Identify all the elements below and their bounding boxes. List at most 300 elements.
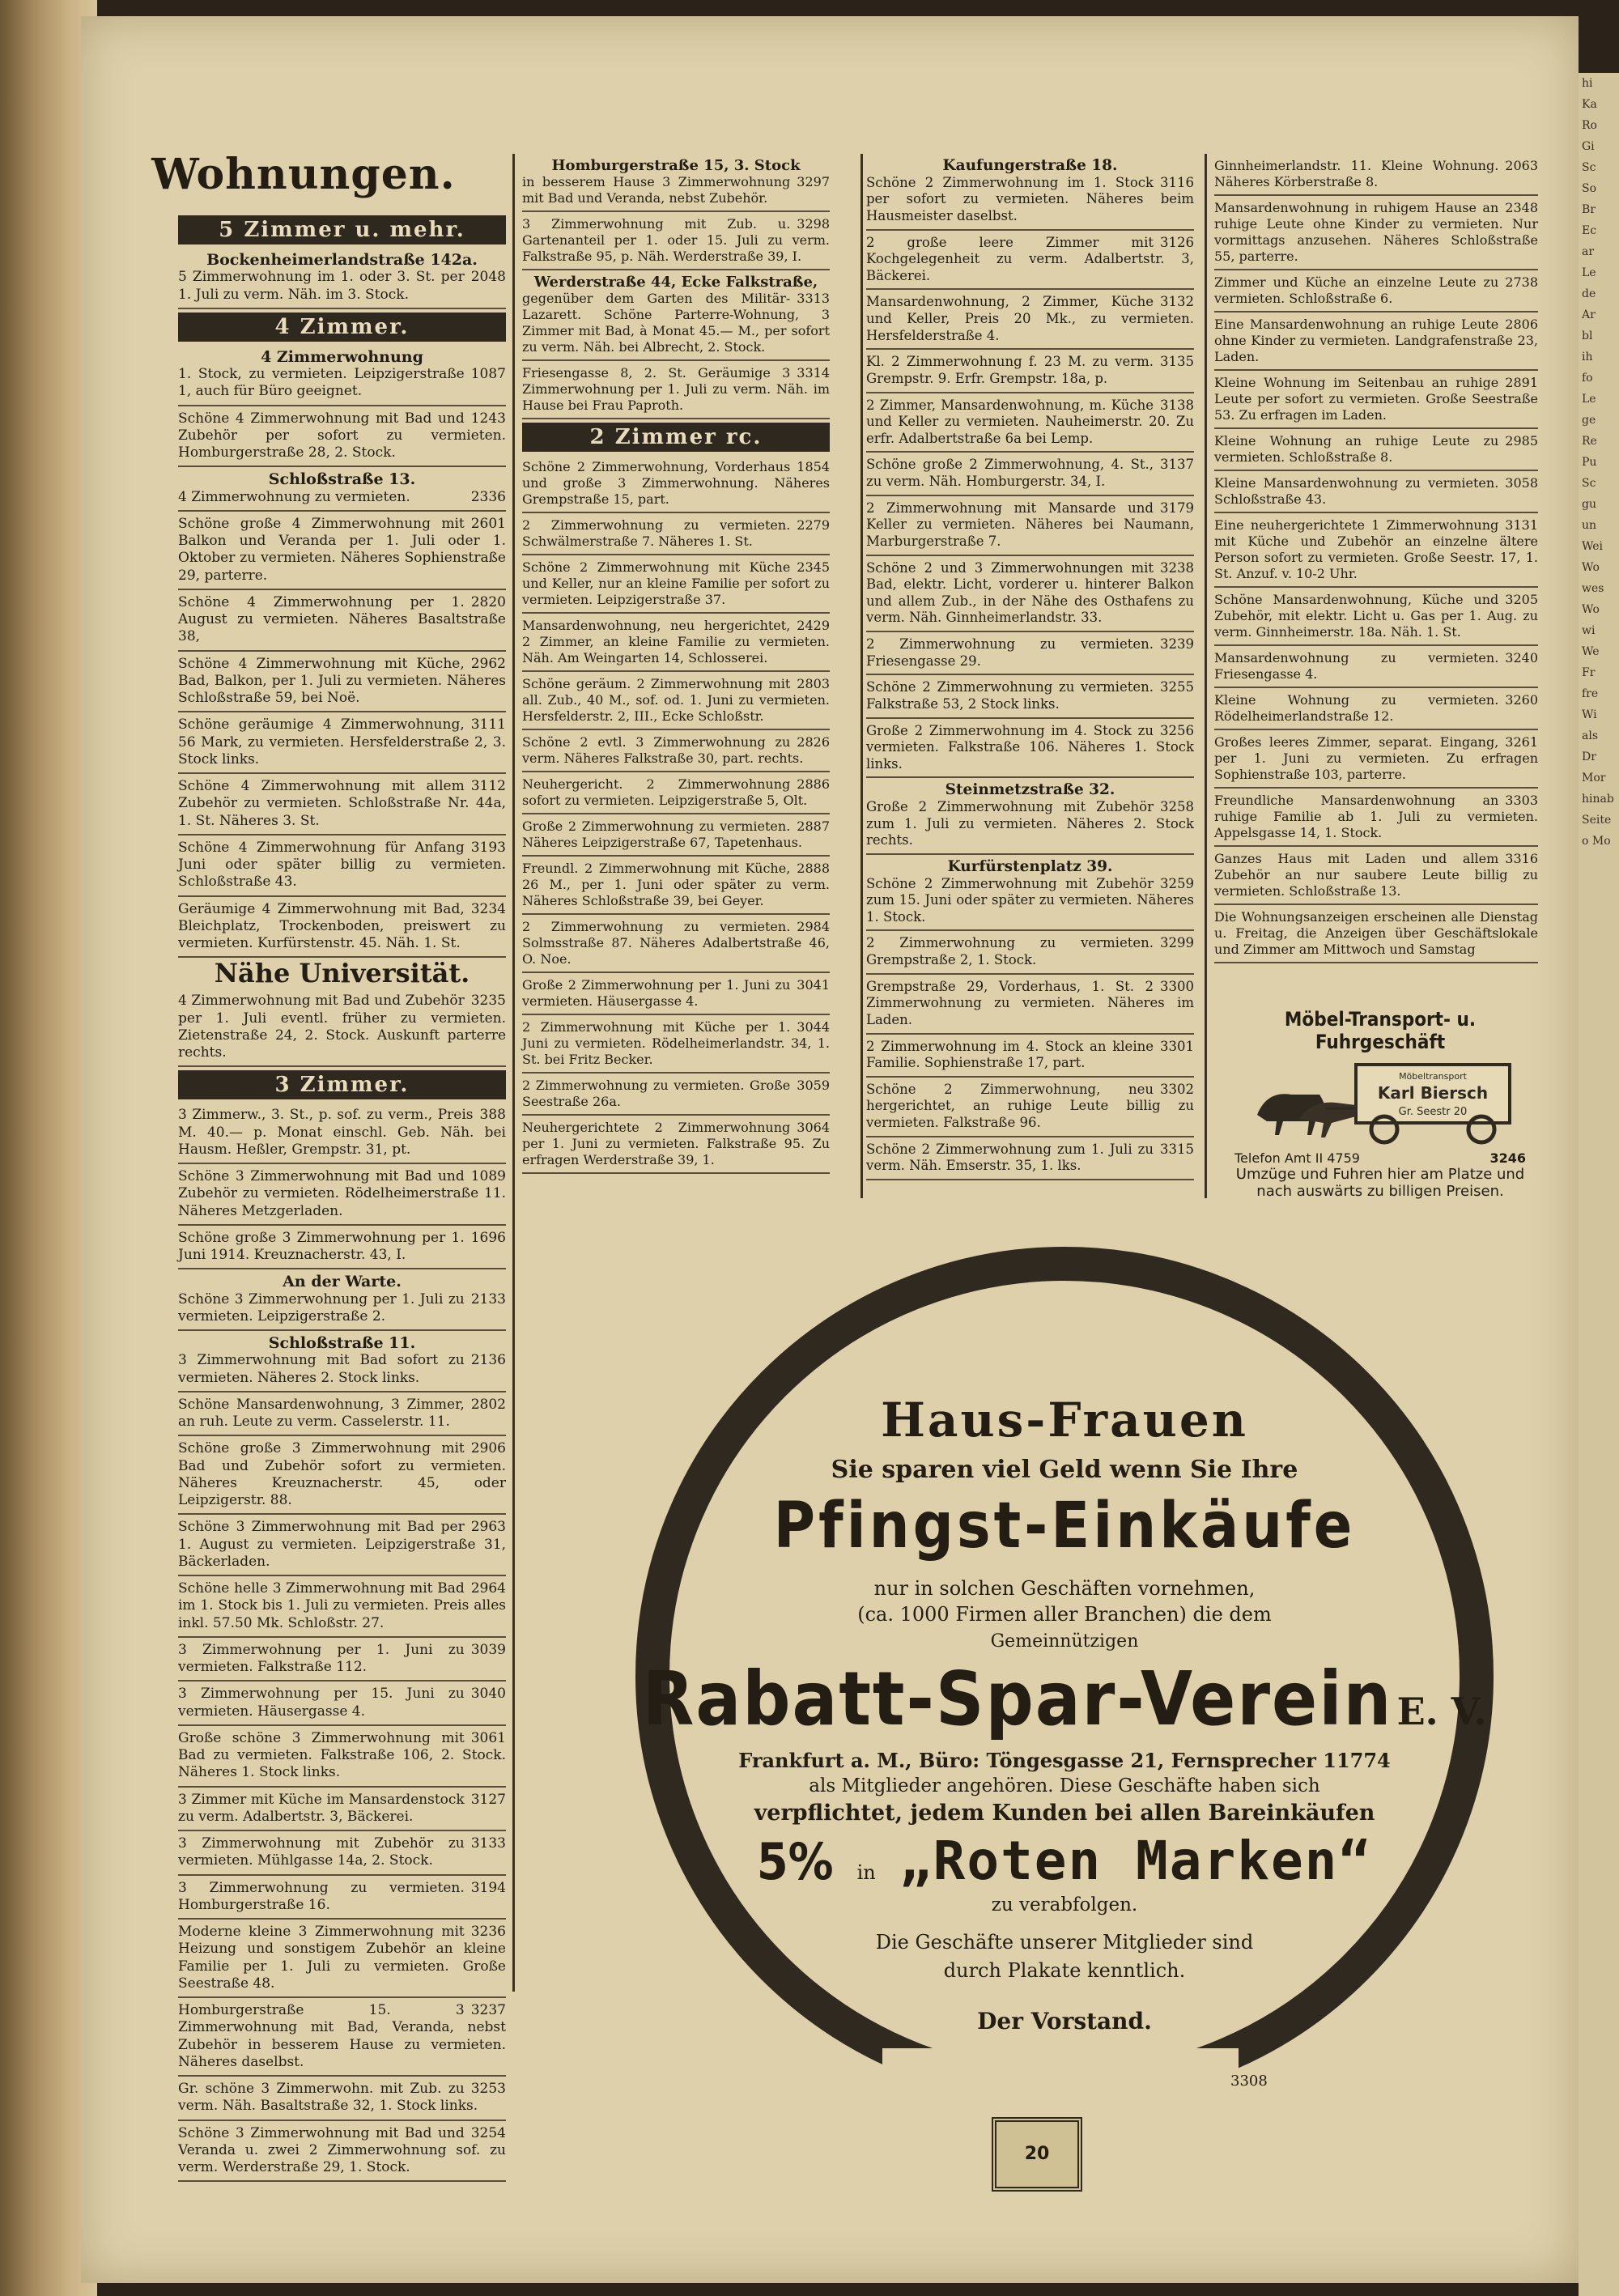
ad-number: 2133: [470, 1290, 506, 1307]
ad-text: Schöne Mansardenwohnung, Küche und Zubehör, mit elektr. Licht u. Gas per 1. Aug. zu verm. Ginnheimerstr. 18a. Näh. 1. St.: [1214, 592, 1538, 640]
ad-number: 2820: [470, 593, 506, 610]
ad-number: 2962: [470, 655, 506, 672]
mover-line-1: Umzüge und Fuhren hier am Platze und: [1235, 1166, 1525, 1183]
ad-text: Freundliche Mansardenwohnung an ruhige Familie ab 1. Juli zu vermieten. Appelsgasse 14, 1. Stock.: [1214, 793, 1538, 840]
ad-text: 2 Zimmerwohnung im 4. Stock an kleine Familie. Sophienstraße 17, part.: [866, 1038, 1154, 1071]
ad-text: Neuhergerichtete 2 Zimmerwohnung per 1. Juni zu vermieten. Falkstraße 95. Zu erfragen Werderstraße 39, 1.: [522, 1120, 830, 1167]
classified-ad: [866, 931, 1194, 974]
ad-text: 2 Zimmerwohnung mit Mansarde und Keller zu vermieten. Näheres bei Naumann, Marburgerstraße 7.: [866, 500, 1194, 549]
classified-ad: [522, 857, 830, 915]
ad-number: 3133: [470, 1835, 506, 1852]
classified-ad: [866, 1078, 1194, 1137]
classified-ad: [1214, 646, 1538, 688]
column-rule: [1205, 154, 1207, 1198]
classified-ad: [866, 290, 1194, 350]
ad-text: Kleine Wohnung an ruhige Leute zu vermieten. Schloßstraße 8.: [1214, 433, 1499, 465]
ad-number: 1089: [470, 1168, 506, 1184]
classified-ad: [178, 1436, 506, 1515]
ad-number: 2063: [1505, 158, 1538, 173]
ad-text: Eine neuhergerichtete 1 Zimmerwohnung mit Küche und Zubehör an einzelne ältere Person sofort zu vermieten. Große Seestr. 17, 1. St. Anzuf. v. 10-2 Uhr.: [1214, 517, 1538, 581]
ad-text: Zimmer und Küche an einzelne Leute zu vermieten. Schloßstraße 6.: [1214, 274, 1499, 306]
moving-company-ad: [1218, 1008, 1542, 1200]
ad-title: Schloßstraße 11.: [268, 1334, 416, 1352]
facing-page-fragment: Ro: [1582, 119, 1597, 132]
classified-ad: [178, 467, 506, 512]
ad-text: Schöne 4 Zimmerwohnung per 1. August zu vermieten. Näheres Basaltstraße 38,: [178, 593, 506, 645]
category-band: 4 Zimmer.: [178, 313, 506, 342]
ad-number: 3041: [797, 977, 830, 993]
ad-text: Schöne 3 Zimmerwohnung per 1. Juli zu vermieten. Leipzigerstraße 2.: [178, 1290, 465, 1324]
facing-page-fragment: ge: [1582, 414, 1596, 427]
ad-text: 2 große leere Zimmer mit Kochgelegenheit zu verm. Adalbertstr. 3, Bäckerei.: [866, 234, 1194, 283]
promo-line-3: Pfingst-Einkäufe: [773, 1490, 1356, 1563]
classified-ad: [522, 814, 830, 857]
column-rule: [512, 154, 515, 1992]
classified-ad: [522, 772, 830, 814]
wagon-label: Möbeltransport: [1399, 1071, 1467, 1082]
ad-text: 3 Zimmerwohnung mit Zub. u. Gartenanteil per 1. oder 15. Juli zu verm. Falkstraße 95, p. Näh. Werderstraße 39, I.: [522, 216, 830, 264]
ad-text: Kleine Mansardenwohnung zu vermieten. Schloßstraße 43.: [1214, 475, 1499, 507]
ad-text: Kleine Wohnung zu vermieten. Rödelheimerlandstraße 12.: [1214, 692, 1499, 724]
classified-ad: [866, 1035, 1194, 1078]
ad-number: 2888: [797, 861, 830, 876]
facing-page-fragment: Br: [1582, 203, 1596, 216]
ad-number: 3298: [797, 216, 830, 232]
ad-number: 2345: [797, 559, 830, 575]
classified-ad: [522, 1015, 830, 1074]
ad-number: 3235: [470, 993, 506, 1010]
classified-ad: [522, 154, 830, 212]
ad-number: 3234: [470, 900, 506, 917]
mover-phone: Telefon Amt II 4759: [1234, 1150, 1360, 1166]
ad-number: 2963: [470, 1519, 506, 1536]
facing-page-fragment: gu: [1582, 498, 1596, 511]
classified-ad: [522, 973, 830, 1015]
classified-ad: [178, 1392, 506, 1437]
classified-ad: [178, 1515, 506, 1576]
ad-text: Schöne helle 3 Zimmerwohnung mit Bad im 1. Stock bis 1. Juli zu vermieten. Preis alles inkl. 57.50 Mk. Schloßstr. 27.: [178, 1580, 506, 1631]
ad-number: 3126: [1160, 234, 1194, 250]
ad-text: Eine Mansardenwohnung an ruhige Leute ohne Kinder zu vermieten. Landgrafenstraße 23, Laden.: [1214, 317, 1538, 364]
ad-number: 3313: [797, 291, 830, 306]
facing-page-fragment: o Mo: [1582, 835, 1611, 848]
ad-number: 3131: [1505, 517, 1538, 533]
column-rule: [860, 154, 863, 1198]
promo-line-14: durch Plakate kenntlich.: [943, 1959, 1186, 1982]
ad-number: 3193: [470, 839, 506, 856]
facing-page-fragment: hinab: [1582, 793, 1614, 806]
classified-ad: [1214, 270, 1538, 313]
ad-text: Schöne geräumige 4 Zimmerwohnung, 56 Mark, zu vermieten. Hersfelderstraße 2, 3. Stock links.: [178, 716, 506, 767]
classified-ad: [1214, 196, 1538, 270]
ad-number: 2891: [1505, 375, 1538, 390]
ad-number: 2048: [470, 269, 506, 286]
classified-ad: [178, 1682, 506, 1726]
ad-text: Schöne 2 Zimmerwohnung im 1. Stock per sofort zu vermieten. Näheres beim Hausmeister daselbst.: [866, 174, 1194, 223]
ad-number: 3059: [797, 1078, 830, 1093]
ad-title: Bockenheimerlandstraße 142a.: [206, 251, 478, 269]
facing-page-fragment: als: [1582, 729, 1599, 742]
ad-number: 2806: [1505, 317, 1538, 332]
ad-number: 3194: [470, 1879, 506, 1896]
ad-number: 3061: [470, 1729, 506, 1746]
facing-page-fragment: hi: [1582, 77, 1593, 90]
facing-page-fragment: Pu: [1582, 456, 1597, 469]
ad-number: 1854: [797, 459, 830, 474]
ad-number: 3112: [470, 778, 506, 794]
section-heading: Wohnungen.: [151, 150, 456, 199]
ad-number: 2887: [797, 818, 830, 834]
classified-ad: [866, 393, 1194, 453]
classified-ad: [1214, 313, 1538, 371]
facing-page-fragment: Wo: [1582, 561, 1600, 574]
ad-text: Großes leeres Zimmer, separat. Eingang, per 1. Juni zu vermieten. Zu erfragen Sophienstraße 103, parterre.: [1214, 734, 1538, 782]
ad-text: Grempstraße 29, Vorderhaus, 1. St. 2 Zimmerwohnung zu vermieten. Näheres im Laden.: [866, 978, 1194, 1027]
wagon-name: Karl Biersch: [1377, 1083, 1489, 1103]
ad-text: Schöne 4 Zimmerwohnung mit Küche, Bad, Balkon, per 1. Juli zu vermieten. Näheres Schloßstraße 59, bei Noë.: [178, 655, 506, 706]
facing-page-fragment: wi: [1582, 624, 1596, 637]
ad-number: 3256: [1160, 722, 1194, 738]
ad-number: 3303: [1505, 793, 1538, 808]
ad-number: 2886: [797, 776, 830, 792]
rebate-stamp: [992, 2117, 1082, 2192]
ad-number: 3127: [470, 1791, 506, 1808]
ad-text: 3 Zimmerwohnung mit Bad sofort zu vermieten. Näheres 2. Stock links.: [178, 1352, 465, 1386]
ad-number: 3058: [1505, 475, 1538, 491]
classified-ad: [1214, 513, 1538, 588]
facing-page-fragment: Le: [1582, 266, 1596, 279]
classified-ad: [866, 632, 1194, 675]
ad-title: Homburgerstraße 15, 3. Stock: [551, 157, 801, 174]
classified-ad: [178, 1920, 506, 1998]
facing-page-fragment: Wi: [1582, 708, 1597, 721]
classified-ad: [866, 1137, 1194, 1180]
facing-page-fragment: ih: [1582, 351, 1593, 364]
ad-text: Große 2 Zimmerwohnung im 4. Stock zu vermieten. Falkstraße 106. Näheres 1. Stock links.: [866, 722, 1194, 772]
classified-ad: [1214, 730, 1538, 789]
ad-title: Kurfürstenplatz 39.: [947, 857, 1113, 875]
ad-number: 3258: [1160, 799, 1194, 814]
classified-ad: [866, 778, 1194, 855]
classified-ad: [866, 453, 1194, 495]
classified-ad: [866, 675, 1194, 718]
ad-number: 2826: [797, 734, 830, 750]
ad-text: 2 Zimmerwohnung zu vermieten. Schwälmerstraße 7. Näheres 1. St.: [522, 517, 791, 549]
ad-text: 2 Zimmerwohnung zu vermieten. Solmsstraße 87. Näheres Adalbertstraße 46, O. Noe.: [522, 919, 830, 967]
classified-ad: [1214, 154, 1538, 196]
classified-ad: [178, 1831, 506, 1876]
ad-text: 3 Zimmerwohnung per 1. Juni zu vermieten. Falkstraße 112.: [178, 1641, 465, 1675]
classified-ad: [1214, 429, 1538, 471]
ad-text: Schöne 2 Zimmerwohnung mit Zubehör zum 15. Juni oder später zu vermieten. Näheres 1. Stock.: [866, 875, 1194, 925]
ad-title: Steinmetzstraße 32.: [945, 781, 1115, 799]
ad-text: Neuhergericht. 2 Zimmerwohnung sofort zu vermieten. Leipzigerstraße 5, Olt.: [522, 776, 808, 808]
ad-text: Schöne 2 Zimmerwohnung, neu hergerichtet, an ruhige Leute billig zu vermieten. Falkstraße 96.: [866, 1081, 1194, 1130]
mover-line-2: nach auswärts zu billigen Preisen.: [1256, 1183, 1504, 1200]
facing-page-fragment: Wo: [1582, 603, 1600, 616]
facing-page-fragment: bl: [1582, 330, 1593, 342]
classified-ad: [178, 406, 506, 468]
organization-suffix: E. V.: [1396, 1690, 1487, 1733]
red-stamps: „Roten Marken“: [899, 1830, 1373, 1892]
ad-text: 2 Zimmerwohnung zu vermieten. Grempstraße 2, 1. Stock.: [866, 935, 1154, 967]
category-band: 3 Zimmer.: [178, 1070, 506, 1099]
ad-text: Große 2 Zimmerwohnung per 1. Juni zu vermieten. Häusergasse 4.: [522, 977, 791, 1009]
ad-number: 2279: [797, 517, 830, 533]
ad-number: 3314: [797, 365, 830, 381]
promo-line-6: Gemeinnützigen: [990, 1631, 1139, 1652]
classified-ad: [178, 1638, 506, 1682]
ad-number: 3040: [470, 1686, 506, 1703]
classified-ad: [522, 455, 830, 513]
ad-text: 2 Zimmer, Mansardenwohnung, m. Küche und Keller zu vermieten. Nauheimerstr. 20. Zu erfr. Adalbertstraße 6a bei Lemp.: [866, 397, 1194, 446]
ad-number: 1696: [470, 1229, 506, 1246]
ad-text: 2 Zimmerwohnung zu vermieten. Große Seestraße 26a.: [522, 1078, 791, 1109]
ad-text: Schöne 2 evtl. 3 Zimmerwohnung zu verm. Näheres Falkstraße 30, part. rechts.: [522, 734, 804, 766]
facing-page-fragment: wes: [1582, 582, 1604, 595]
classified-ad: [178, 512, 506, 590]
ad-number: 3254: [470, 2124, 506, 2141]
subheading: Nähe Universität.: [214, 958, 470, 989]
ad-text: Schöne 2 Zimmerwohnung zum 1. Juli zu verm. Näh. Emserstr. 35, 1. lks.: [866, 1141, 1154, 1174]
ad-text: Die Wohnungsanzeigen erscheinen alle Dienstag u. Freitag, die Anzeigen über Geschäftslokale und Zimmer am Mittwoch und Samstag: [1214, 909, 1538, 957]
classified-ad: [522, 361, 830, 419]
ad-text: 4 Zimmerwohnung mit Bad und Zubehör per 1. Juli eventl. früher zu vermieten. Zietenstraße 24, 2. Stock. Auskunft parterre rechts.: [178, 993, 506, 1061]
ad-text: Schöne 2 und 3 Zimmerwohnungen mit Bad, elektr. Licht, vorderer u. hinterer Balkon und allem Zub., in der Nähe des Osthafens zu verm. Näh. Ginnheimerlandstr. 33.: [866, 559, 1194, 626]
facing-page-fragment: So: [1582, 182, 1597, 195]
ad-number: 2738: [1505, 274, 1538, 290]
ad-title: Schloßstraße 13.: [268, 470, 416, 489]
ad-text: Schöne große 3 Zimmerwohnung mit Bad und Zubehör sofort zu vermieten. Näheres Kreuznacherstr. 45, oder Leipzigerstr. 88.: [178, 1440, 506, 1508]
classified-ad: [178, 989, 506, 1067]
ad-text: Geräumige 4 Zimmerwohnung mit Bad, Bleichplatz, Trockenboden, preiswert zu vermieten. Kurfürstenstr. 45. Näh. 1. St.: [178, 900, 506, 951]
ad-number: 3236: [470, 1924, 506, 1940]
ad-text: 3 Zimmer mit Küche im Mansardenstock zu verm. Adalbertstr. 3, Bäckerei.: [178, 1791, 465, 1825]
facing-page-fragment: Le: [1582, 393, 1596, 406]
classified-ad: [522, 730, 830, 772]
ad-number: 3260: [1505, 692, 1538, 708]
ad-number: 2964: [470, 1580, 506, 1597]
ad-text: Schöne große 3 Zimmerwohnung per 1. Juni 1914. Kreuznacherstr. 43, I.: [178, 1229, 465, 1263]
classified-ad: [178, 1788, 506, 1832]
ad-text: Mansardenwohnung, 2 Zimmer, Küche und Keller, Preis 20 Mk., zu vermieten. Hersfelderstraße 4.: [866, 294, 1194, 343]
classified-ad: [1214, 789, 1538, 847]
discount-in: in: [856, 1861, 876, 1884]
classified-ad: [178, 1103, 506, 1164]
promo-line-11: [615, 1830, 1514, 1892]
ad-number: 3297: [797, 174, 830, 189]
ad-title: 4 Zimmerwohnung: [261, 347, 423, 366]
facing-page-fragment: un: [1582, 519, 1597, 532]
mover-title: Möbel-Transport- u. Fuhrgeschäft: [1284, 1008, 1477, 1053]
facing-page-edge: [1579, 73, 1619, 2296]
classified-ad: [866, 154, 1194, 231]
ad-number: 3138: [1160, 397, 1194, 413]
ad-text: Kl. 2 Zimmerwohnung f. 23 M. zu verm. Grempstr. 9. Erfr. Grempstr. 18a, p.: [866, 354, 1154, 386]
ad-number: 2803: [797, 676, 830, 691]
ad-text: Große 2 Zimmerwohnung zu vermieten. Näheres Leipzigerstraße 67, Tapetenhaus.: [522, 818, 803, 850]
classified-ad: [522, 270, 830, 361]
ad-text: in besserem Hause 3 Zimmerwohnung mit Bad und Veranda, nebst Zubehör.: [522, 174, 791, 206]
facing-page-fragment: We: [1582, 645, 1600, 658]
promo-line-9: als Mitglieder angehören. Diese Geschäfte haben sich: [809, 1775, 1320, 1796]
ad-text: Schöne 4 Zimmerwohnung mit allem Zubehör zu vermieten. Schloßstraße Nr. 44a, 1. St. Näheres 3. St.: [178, 778, 506, 829]
classified-ad: [178, 590, 506, 652]
facing-page-fragment: Seite: [1582, 814, 1612, 827]
ad-number: 3301: [1160, 1038, 1194, 1054]
classified-ad: [178, 1726, 506, 1788]
ad-title: An der Warte.: [283, 1273, 402, 1291]
ad-text: Friesengasse 8, 2. St. Geräumige 3 Zimmerwohnung per 1. Juli zu verm. Näh. im Hause bei Frau Paproth.: [522, 365, 830, 413]
ad-number: 3255: [1160, 679, 1194, 695]
ad-text: Schöne große 4 Zimmerwohnung mit Balkon und Veranda per 1. Juli oder 1. Oktober zu vermieten. Näheres Sophienstraße 29, parterre.: [178, 515, 506, 584]
stamp-value: 20: [1024, 2144, 1050, 2164]
facing-page-fragment: Ec: [1582, 224, 1597, 237]
ad-title: Werderstraße 44, Ecke Falkstraße,: [533, 274, 818, 291]
moving-wagon-illustration: [1234, 1058, 1526, 1147]
classified-ad: [178, 248, 506, 309]
promo-line-10: verpflichtet, jedem Kunden bei allen Bareinkäufen: [754, 1801, 1375, 1826]
ad-number: 3259: [1160, 875, 1194, 891]
ad-number: 2985: [1505, 433, 1538, 449]
classified-ad: [178, 1269, 506, 1331]
facing-page-fragment: Fr: [1582, 666, 1596, 679]
facing-page-fragment: Sc: [1582, 477, 1596, 490]
ad-column-3: [866, 154, 1194, 1180]
facing-page-fragment: fre: [1582, 687, 1599, 700]
ad-number: 3302: [1160, 1081, 1194, 1097]
classified-ad: [178, 652, 506, 713]
classified-ad: [1214, 688, 1538, 730]
facing-page-fragment: Gi: [1582, 140, 1595, 153]
classified-ad: [1214, 847, 1538, 905]
ad-text: 3 Zimmerwohnung per 15. Juni zu vermieten. Häusergasse 4.: [178, 1686, 465, 1720]
classified-ad: [178, 835, 506, 897]
ad-text: Schöne Mansardenwohnung, 3 Zimmer, an ruh. Leute zu verm. Casselerstr. 11.: [178, 1396, 465, 1430]
promo-line-8: Frankfurt a. M., Büro: Töngesgasse 21, Fernsprecher 11774: [738, 1749, 1391, 1772]
ad-text: Kleine Wohnung im Seitenbau an ruhige Leute per sofort zu vermieten. Große Seestraße 53. Zu erfragen im Laden.: [1214, 375, 1538, 423]
discount-value: 5%: [756, 1832, 834, 1891]
classified-ad: [866, 496, 1194, 556]
ad-number: 3299: [1160, 935, 1194, 951]
ad-number: 3238: [1160, 559, 1194, 576]
classified-ad: [178, 774, 506, 835]
ad-column-4: [1214, 154, 1538, 963]
ad-number: 2429: [797, 618, 830, 633]
ad-number: 2601: [470, 515, 506, 532]
promo-line-5: (ca. 1000 Firmen aller Branchen) die dem: [857, 1603, 1272, 1626]
ad-number: 3039: [470, 1641, 506, 1658]
ad-number: 3316: [1505, 851, 1538, 866]
facing-page-fragment: Mor: [1582, 772, 1606, 784]
ad-column-1: [178, 212, 506, 2182]
classified-ad: [178, 1876, 506, 1920]
classified-ad: [522, 614, 830, 672]
ad-title: Kaufungerstraße 18.: [942, 157, 1118, 174]
ad-text: Freundl. 2 Zimmerwohnung mit Küche, 26 M., per 1. Juni oder später zu verm. Näheres Schloßstraße 39, bei Geyer.: [522, 861, 830, 908]
classified-ad: [178, 712, 506, 774]
facing-page-fragment: de: [1582, 287, 1596, 300]
classified-ad: [866, 719, 1194, 779]
facing-page-fragment: Re: [1582, 435, 1597, 448]
promo-line-12: zu verabfolgen.: [991, 1894, 1138, 1915]
classified-ad: [1214, 471, 1538, 513]
ad-text: Schöne 3 Zimmerwohnung mit Bad und Veranda u. zwei 2 Zimmerwohnung sof. zu verm. Werderstraße 29, 1. Stock.: [178, 2124, 506, 2175]
ad-text: Ginnheimerlandstr. 11. Kleine Wohnung. Näheres Körberstraße 8.: [1214, 158, 1499, 189]
promo-ad-number: 3308: [1230, 2073, 1268, 2090]
ad-number: 3300: [1160, 978, 1194, 994]
facing-page-fragment: ar: [1582, 245, 1595, 258]
ad-text: 5 Zimmerwohnung im 1. oder 3. St. per 1. Juli zu verm. Näh. im 3. Stock.: [178, 269, 465, 303]
facing-page-fragment: Ka: [1582, 98, 1597, 111]
category-band: 2 Zimmer rc.: [522, 423, 830, 452]
ad-number: 1087: [470, 366, 506, 382]
ad-text: Ganzes Haus mit Laden und allem Zubehör an nur saubere Leute billig zu vermieten. Schloßstraße 13.: [1214, 851, 1538, 899]
classified-ad: [866, 556, 1194, 633]
ad-number: 3205: [1505, 592, 1538, 607]
ad-number: 2906: [470, 1440, 506, 1457]
classified-ad: [866, 350, 1194, 393]
ad-number: 3132: [1160, 294, 1194, 310]
board-signature: Der Vorstand.: [977, 2008, 1152, 2035]
mover-ad-number: 3246: [1489, 1150, 1526, 1166]
promo-line-1: Haus-Frauen: [881, 1392, 1248, 1448]
ad-text: Mansardenwohnung, neu hergerichtet, 2 Zimmer, an kleine Familie zu vermieten. Näh. Am Weingarten 14, Schlosserei.: [522, 618, 830, 665]
ad-number: 2802: [470, 1396, 506, 1413]
ad-number: 3253: [470, 2081, 506, 2097]
ad-number: 3044: [797, 1019, 830, 1035]
ad-number: 3179: [1160, 500, 1194, 516]
ad-text: Schöne 2 Zimmerwohnung zu vermieten. Falkstraße 53, 2 Stock links.: [866, 679, 1154, 712]
classified-ad: [866, 975, 1194, 1035]
ad-number: 2348: [1505, 200, 1538, 215]
ad-text: Schöne 2 Zimmerwohnung mit Küche und Keller, nur an kleine Familie per sofort zu vermieten. Leipzigerstraße 37.: [522, 559, 830, 607]
ad-text: 3 Zimmerwohnung mit Zubehör zu vermieten. Mühlgasse 14a, 2. Stock.: [178, 1835, 465, 1869]
promo-line-2: Sie sparen viel Geld wenn Sie Ihre: [831, 1456, 1298, 1484]
ad-number: 3064: [797, 1120, 830, 1135]
ad-number: 3111: [470, 716, 506, 733]
ad-number: 2984: [797, 919, 830, 934]
ad-text: 2 Zimmerwohnung zu vermieten. Friesengasse 29.: [866, 636, 1154, 669]
ad-number: 3137: [1160, 457, 1194, 473]
ad-number: 3237: [470, 2002, 506, 2018]
promo-line-13: Die Geschäfte unserer Mitglieder sind: [875, 1931, 1254, 1954]
facing-page-fragment: Wei: [1582, 540, 1604, 553]
category-band: 5 Zimmer u. mehr.: [178, 215, 506, 244]
ad-number: 2136: [470, 1352, 506, 1369]
classified-ad: [178, 1226, 506, 1270]
facing-page-fragment: Ar: [1582, 308, 1596, 321]
ad-text: Schöne 3 Zimmerwohnung mit Bad per 1. August zu vermieten. Leipzigerstraße 31, Bäckerladen.: [178, 1519, 506, 1570]
classified-ad: [1214, 905, 1538, 963]
ad-number: 3315: [1160, 1141, 1194, 1157]
classified-ad: [522, 555, 830, 614]
classified-ad: [866, 231, 1194, 291]
classified-ad: [178, 345, 506, 406]
ad-text: 1. Stock, zu vermieten. Leipzigerstraße 1, auch für Büro geeignet.: [178, 366, 465, 400]
ad-text: Mansardenwohnung zu vermieten. Friesengasse 4.: [1214, 650, 1499, 682]
ad-text: Moderne kleine 3 Zimmerwohnung mit Heizung und sonstigem Zubehör an kleine Familie per 1. Juli zu vermieten. Große Seestraße 48.: [178, 1924, 506, 1992]
classified-ad: [178, 1164, 506, 1226]
ad-text: Schöne 2 Zimmerwohnung, Vorderhaus und große 3 Zimmerwohnung. Näheres Grempstraße 15, part.: [522, 459, 830, 507]
ad-number: 2336: [470, 488, 506, 505]
ad-number: 3135: [1160, 354, 1194, 370]
classified-ad: [866, 855, 1194, 932]
classified-ad: [178, 2121, 506, 2183]
wagon-address: Gr. Seestr 20: [1398, 1106, 1468, 1118]
ad-text: 3 Zimmerwohnung zu vermieten. Homburgerstraße 16.: [178, 1879, 465, 1913]
organization-name: Rabatt-Spar-Verein: [642, 1656, 1393, 1742]
